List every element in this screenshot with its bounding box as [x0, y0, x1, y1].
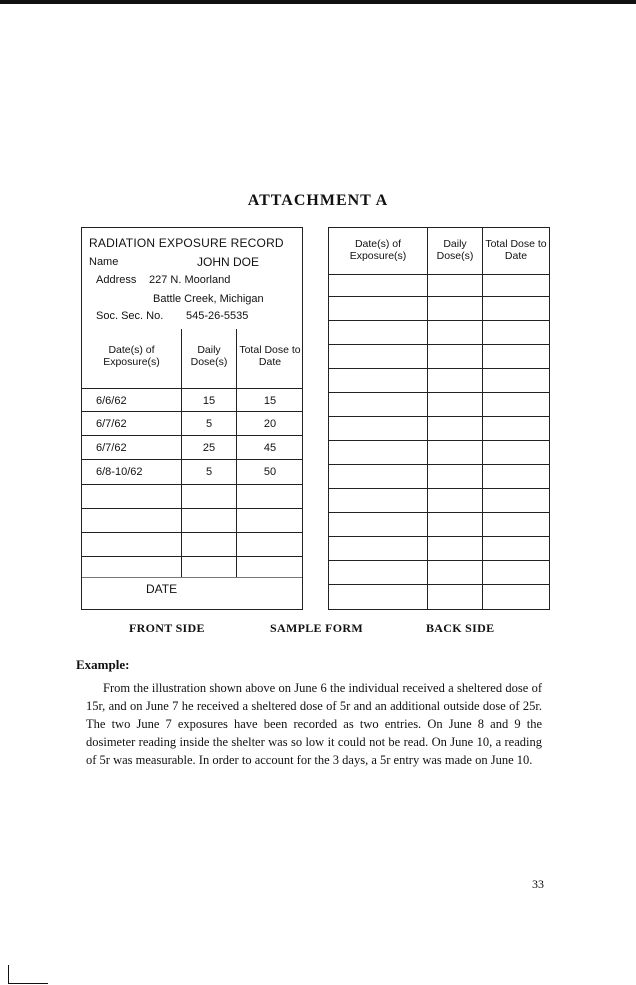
row-line: [82, 388, 302, 389]
front-side-form: [81, 227, 303, 610]
row-line: [82, 577, 302, 578]
address-line-2: Battle Creek, Michigan: [153, 293, 264, 305]
top-border: [0, 0, 636, 4]
row-total: 45: [263, 442, 277, 454]
column-divider: [482, 228, 483, 609]
row-date: 6/7/62: [96, 442, 127, 454]
ssn-label: Soc. Sec. No.: [96, 310, 164, 322]
ssn-value: 545-26-5535: [186, 310, 249, 322]
row-daily: 5: [205, 466, 213, 478]
row-line: [329, 440, 549, 441]
row-line: [82, 411, 302, 412]
row-line: [329, 368, 549, 369]
column-header-total: Total Dose to Date: [239, 344, 301, 368]
row-line: [82, 435, 302, 436]
row-line: [82, 556, 302, 557]
crop-mark: [8, 965, 9, 983]
row-line: [329, 274, 549, 275]
example-heading: Example:: [76, 657, 130, 672]
page-title: ATTACHMENT A: [247, 192, 389, 209]
address-line-1: 227 N. Moorland: [149, 274, 231, 286]
example-paragraph: From the illustration shown above on June 6 the individual received a sheltered dose of 15r, and on June 7 he received a sheltered dose of 5r and an additional outside dose of 25r. The two June 7 exposures have been recorded as two entries. On June 8 and 9 the dosimeter reading inside the shelter was so low it could not be read. On June 10, a reading of 5r was measurable. In order to account for the 3 days, a 5r entry was made on June 10.: [86, 681, 542, 767]
row-line: [82, 508, 302, 509]
row-line: [82, 484, 302, 485]
row-line: [329, 320, 549, 321]
name-value: JOHN DOE: [197, 255, 260, 269]
row-line: [329, 512, 549, 513]
back-side-form: [328, 227, 550, 610]
caption-front-side: FRONT SIDE: [129, 621, 205, 635]
crop-mark: [8, 983, 48, 984]
address-label: Address: [96, 274, 137, 286]
row-line: [82, 459, 302, 460]
row-daily: 25: [202, 442, 216, 454]
row-line: [329, 488, 549, 489]
row-line: [329, 344, 549, 345]
date-label: DATE: [146, 582, 178, 596]
row-line: [329, 560, 549, 561]
row-line: [329, 464, 549, 465]
column-header-date: Date(s) of Exposure(s): [349, 238, 407, 262]
row-total: 15: [263, 395, 277, 407]
record-title: RADIATION EXPOSURE RECORD: [89, 236, 284, 250]
column-divider: [427, 228, 428, 609]
name-label: Name: [89, 256, 119, 268]
row-line: [329, 536, 549, 537]
row-line: [329, 584, 549, 585]
column-header-total: Total Dose to Date: [485, 238, 547, 262]
column-header-daily: Daily Dose(s): [436, 238, 474, 262]
caption-back-side: BACK SIDE: [426, 621, 495, 635]
row-daily: 15: [202, 395, 216, 407]
row-total: 20: [263, 418, 277, 430]
row-line: [329, 416, 549, 417]
column-header-daily: Daily Dose(s): [190, 344, 228, 368]
row-line: [82, 532, 302, 533]
row-line: [329, 296, 549, 297]
column-header-date: Date(s) of Exposure(s): [103, 344, 160, 368]
row-total: 50: [263, 466, 277, 478]
row-daily: 5: [205, 418, 213, 430]
page-number: 33: [532, 877, 544, 891]
row-date: 6/8-10/62: [96, 466, 143, 478]
caption-sample-form: SAMPLE FORM: [270, 621, 363, 635]
row-line: [329, 392, 549, 393]
row-date: 6/7/62: [96, 418, 127, 430]
row-date: 6/6/62: [96, 395, 127, 407]
